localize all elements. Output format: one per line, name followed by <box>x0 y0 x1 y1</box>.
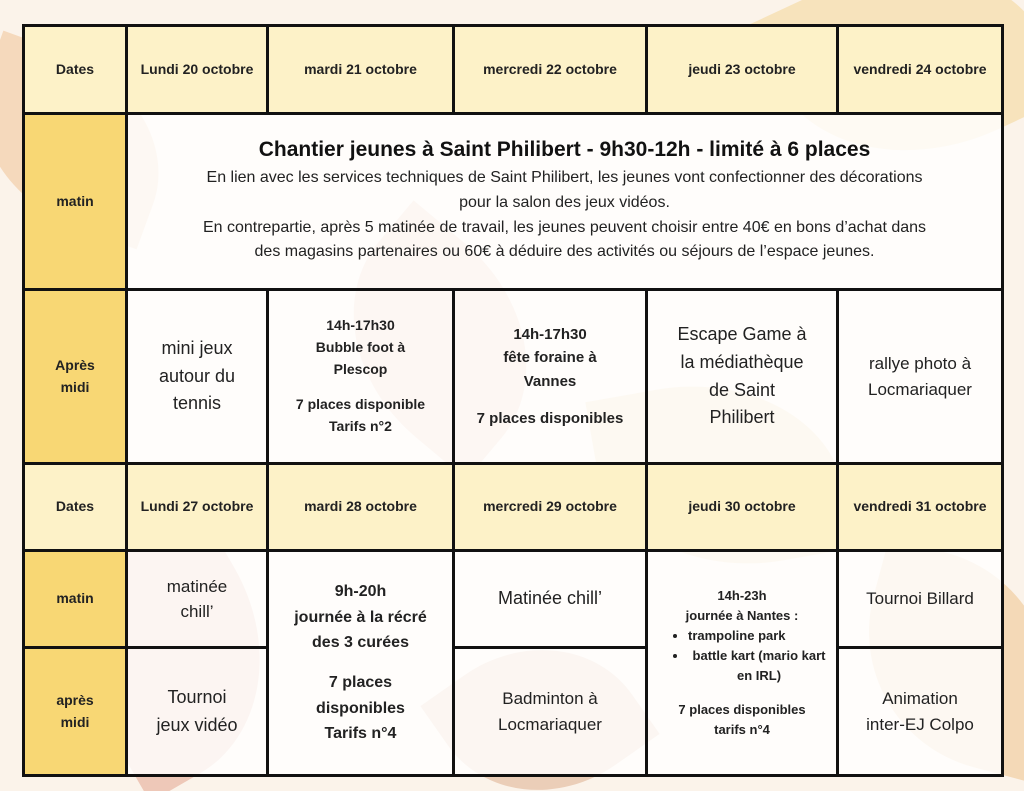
matin-label: matin <box>24 551 127 648</box>
day-header: vendredi 31 octobre <box>838 464 1003 551</box>
activity-tue: 14h-17h30 Bubble foot à Plescop 7 places disponible Tarifs n°2 <box>268 290 454 464</box>
day-header: vendredi 24 octobre <box>838 26 1003 114</box>
day-header: mardi 28 octobre <box>268 464 454 551</box>
week1-afternoon-row <box>24 290 1003 464</box>
week2-morning-row <box>24 551 1003 648</box>
activity-wed-aprem: Badminton à Locmariaquer <box>454 648 647 776</box>
day-header: Lundi 20 octobre <box>127 26 268 114</box>
chantier-text: des magasins partenaires ou 60€ à déduire des activités ou séjours de l’espace jeunes. <box>254 243 875 261</box>
day-header: jeudi 30 octobre <box>647 464 838 551</box>
activity-mon-aprem: Tournoi jeux vidéo <box>127 648 268 776</box>
activity-tue-day: 9h-20h journée à la récré des 3 curées 7 places disponibles Tarifs n°4 <box>268 551 454 776</box>
week2-afternoon-row <box>24 648 1003 776</box>
chantier-cell <box>127 114 1003 290</box>
chantier-text: En contrepartie, après 5 matinée de travail, les jeunes peuvent choisir entre 40€ en bons d’achat dans <box>202 218 927 236</box>
day-header: mardi 21 octobre <box>268 26 454 114</box>
activity-mon-matin: matinée chill’ <box>127 551 268 648</box>
day-header: jeudi 23 octobre <box>647 26 838 114</box>
activity-mon: mini jeux autour du tennis <box>127 290 268 464</box>
dates-label: Dates <box>24 464 127 551</box>
activity-thu-day: 14h-23h journée à Nantes : • trampoline park • battle kart (mario kart en IRL) 7 places disponibles tarifs n°4 <box>647 551 838 776</box>
chantier-text: pour la salon des jeux vidéos. <box>459 193 670 211</box>
activity-wed-matin: Matinée chill’ <box>454 551 647 648</box>
week1-dates-row <box>24 26 1003 114</box>
chantier-text: En lien avec les services techniques de Saint Philibert, les jeunes vont confectionner des décorations <box>206 168 923 186</box>
day-header: Lundi 27 octobre <box>127 464 268 551</box>
activity-fri-matin: Tournoi Billard <box>838 551 1003 648</box>
week1-morning-row <box>24 114 1003 290</box>
dates-label: Dates <box>24 26 127 114</box>
list-item: • trampoline park <box>688 626 830 646</box>
activity-fri-aprem: Animation inter-EJ Colpo <box>838 648 1003 776</box>
week2-dates-row <box>24 464 1003 551</box>
apres-midi-label: Après midi <box>24 290 127 464</box>
list-item: • battle kart (mario kart en IRL) <box>688 646 830 686</box>
schedule-table <box>22 24 1004 777</box>
activity-wed: 14h-17h30 fête foraine à Vannes 7 places disponibles <box>454 290 647 464</box>
apres-midi-label: après midi <box>24 648 127 776</box>
matin-label: matin <box>24 114 127 290</box>
chantier-title: Chantier jeunes à Saint Philibert - 9h30-12h - limité à 6 places <box>258 137 871 161</box>
activity-thu: Escape Game à la médiathèque de Saint Philibert <box>647 290 838 464</box>
day-header: mercredi 29 octobre <box>454 464 647 551</box>
activity-list <box>654 626 830 686</box>
day-header: mercredi 22 octobre <box>454 26 647 114</box>
activity-fri: rallye photo à Locmariaquer <box>838 290 1003 464</box>
